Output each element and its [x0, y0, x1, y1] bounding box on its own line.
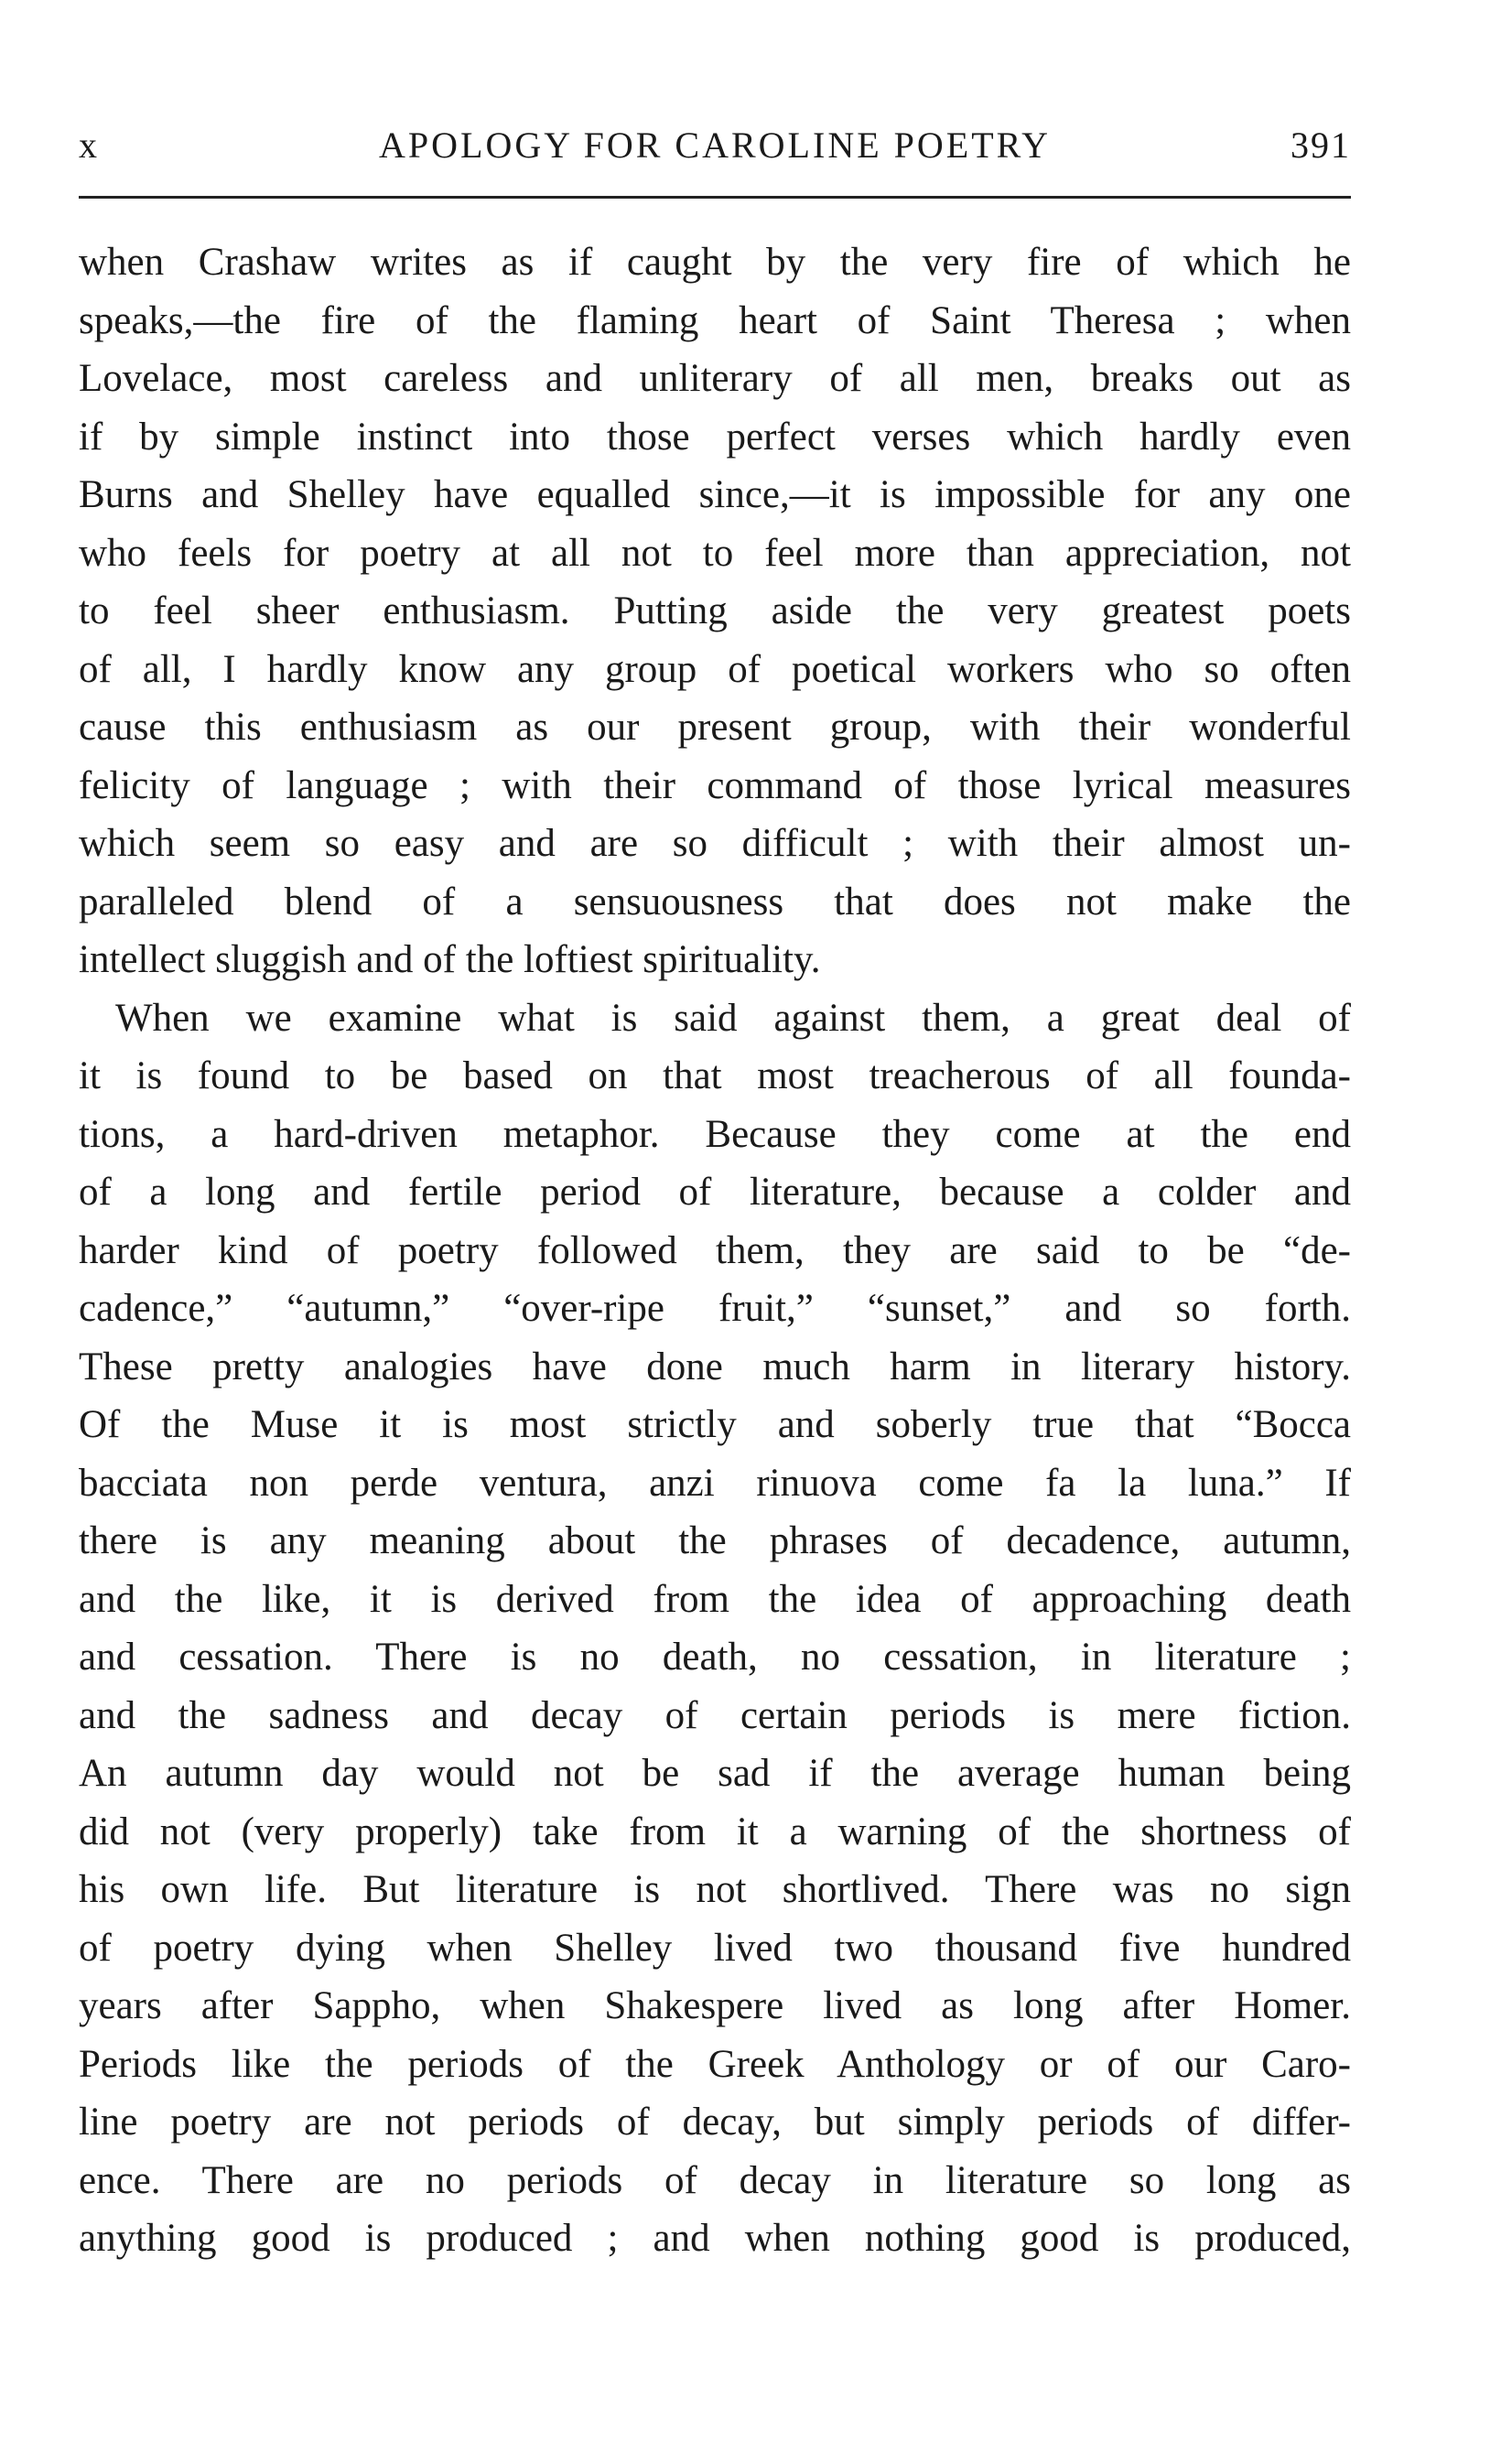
text-line: tions, a hard-driven metaphor. Because they come at the end [79, 1112, 1351, 1156]
text-line: ence. There are no periods of decay in literature so long as [79, 2158, 1351, 2202]
text-line: Burns and Shelley have equalled since,—it is impossible for any one [79, 473, 1351, 516]
text-line: who feels for poetry at all not to feel more than appreciation, not [79, 531, 1351, 575]
text-line: there is any meaning about the phrases of decadence, autumn, [79, 1519, 1351, 1562]
text-line: did not (very properly) take from it a warning of the shortness of [79, 1809, 1351, 1853]
text-line: harder kind of poetry followed them, they are said to be “de- [79, 1228, 1351, 1272]
text-line: of a long and fertile period of literature, because a colder and [79, 1171, 1351, 1214]
text-line: to feel sheer enthusiasm. Putting aside the very greatest poets [79, 589, 1351, 632]
running-title: APOLOGY FOR CAROLINE POETRY [378, 124, 1051, 166]
text-line: anything good is produced ; and when nothing good is produced, [79, 2217, 1351, 2260]
page-body [79, 233, 1351, 2268]
text-line: if by simple instinct into those perfect verses which hardly even [79, 415, 1351, 459]
signature-mark: x [79, 124, 99, 166]
paragraph [79, 233, 1351, 989]
text-line: paralleled blend of a sensuousness that does not make the [79, 880, 1351, 924]
text-line: An autumn day would not be sad if the average human being [79, 1752, 1351, 1795]
text-line: Periods like the periods of the Greek Anthology or of our Caro- [79, 2042, 1351, 2086]
text-line: and the sadness and decay of certain periods is mere fiction. [79, 1693, 1351, 1737]
text-line: These pretty analogies have done much harm in literary history. [79, 1345, 1351, 1388]
text-line: When we examine what is said against them, a great deal of [115, 996, 1351, 1040]
text-line: of poetry dying when Shelley lived two thousand five hundred [79, 1926, 1351, 1970]
text-line: when Crashaw writes as if caught by the very fire of which he [79, 241, 1351, 284]
text-line: felicity of language ; with their command of those lyrical measures [79, 763, 1351, 807]
page-number: 391 [1291, 124, 1351, 166]
running-header [79, 124, 1351, 178]
text-line: intellect sluggish and of the loftiest spirituality. [79, 938, 821, 981]
paragraph [79, 989, 1351, 2268]
text-line: his own life. But literature is not shortlived. There was no sign [79, 1868, 1351, 1911]
text-line: Of the Muse it is most strictly and soberly true that “Bocca [79, 1403, 1351, 1446]
text-line: of all, I hardly know any group of poetical workers who so often [79, 647, 1351, 691]
header-rule [79, 196, 1351, 199]
text-line: years after Sappho, when Shakespere lived as long after Homer. [79, 1984, 1351, 2027]
text-line: speaks,—the fire of the flaming heart of Saint Theresa ; when [79, 298, 1351, 342]
text-line: it is found to be based on that most treacherous of all founda- [79, 1054, 1351, 1097]
text-line: line poetry are not periods of decay, but simply periods of differ- [79, 2101, 1351, 2144]
text-line: which seem so easy and are so difficult ; with their almost un- [79, 822, 1351, 865]
text-line: Lovelace, most careless and unliterary of all men, breaks out as [79, 357, 1351, 400]
text-line: bacciata non perde ventura, anzi rinuova come fa la luna.” If [79, 1461, 1351, 1505]
text-line: cadence,” “autumn,” “over-ripe fruit,” “sunset,” and so forth. [79, 1287, 1351, 1330]
text-line: cause this enthusiasm as our present group, with their wonderful [79, 706, 1351, 749]
text-line: and the like, it is derived from the idea of approaching death [79, 1577, 1351, 1621]
text-line: and cessation. There is no death, no cessation, in literature ; [79, 1636, 1351, 1679]
